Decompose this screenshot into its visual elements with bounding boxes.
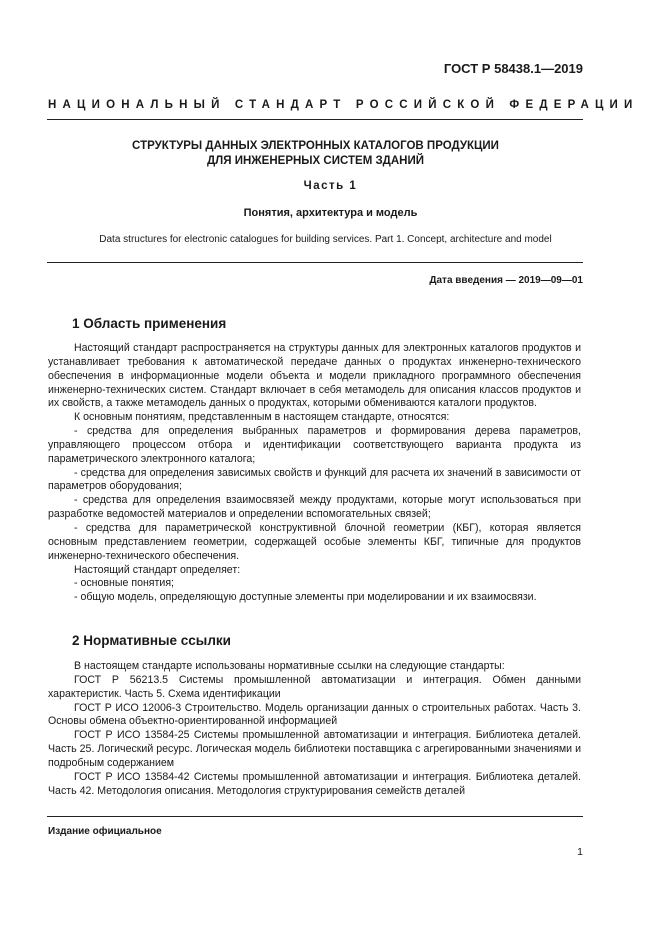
- list-item: - средства для определения взаимосвязей между продуктами, которые могут использоваться при разработке ведомостей материалов и определении вспомогательных связей;: [48, 494, 581, 521]
- reference-item: ГОСТ Р 56213.5 Системы промышленной автоматизации и интеграция. Обмен данными характеристик. Часть 5. Схема идентификации: [48, 673, 581, 700]
- footer-divider: [47, 816, 583, 817]
- reference-item: ГОСТ Р ИСО 12006-3 Строительство. Модель организации данных о строительных работах. Часть 3. Основы обмена объектно-ориентированной информацией: [48, 701, 581, 728]
- paragraph: Настоящий стандарт определяет:: [74, 563, 241, 576]
- list-item: - средства для параметрической конструктивной блочной геометрии (КБГ), которая является основным представлением геометрии, содержащей особые элементы КБГ, типичные для продуктов инженерно-технического обеспечения.: [48, 521, 581, 562]
- list-item: - средства для определения зависимых свойств и функций для расчета их значений в зависимости от параметров оборудования;: [48, 466, 581, 493]
- document-title-line2: ДЛЯ ИНЖЕНЕРНЫХ СИСТЕМ ЗДАНИЙ: [206, 155, 425, 167]
- section-2-heading: 2 Нормативные ссылки: [72, 633, 231, 648]
- top-divider: [47, 119, 583, 120]
- list-item: - основные понятия;: [74, 577, 174, 590]
- english-title: Data structures for electronic catalogues for building services. Part 1. Concept, architecture and model: [99, 234, 552, 245]
- document-title-line1: СТРУКТУРЫ ДАННЫХ ЭЛЕКТРОННЫХ КАТАЛОГОВ ПРОДУКЦИИ: [132, 140, 499, 152]
- official-edition-label: Издание официальное: [48, 826, 162, 837]
- paragraph: Настоящий стандарт распространяется на структуры данных для электронных каталогов продуктов и устанавливает требования к автоматической передаче данных о продуктах инженерно-технического обеспечения в информационные модели объекта и модели прикладного программного обеспечения инженерно-технических систем. Стандарт включает в себя метамодель для описания классов продуктов и их свойств, а также метамодель данных о продуктах, которыми обмениваются каталоги продуктов.: [48, 342, 581, 410]
- section-2-body: [48, 660, 581, 798]
- title-divider: [47, 262, 583, 263]
- paragraph: В настоящем стандарте использованы нормативные ссылки на следующие стандарты:: [74, 660, 505, 672]
- introduction-date: Дата введения — 2019—09—01: [429, 275, 583, 286]
- national-standard-banner: НАЦИОНАЛЬНЫЙ СТАНДАРТ РОССИЙСКОЙ ФЕДЕРАЦИИ: [48, 99, 639, 111]
- reference-item: ГОСТ Р ИСО 13584-25 Системы промышленной автоматизации и интеграция. Библиотека деталей. Часть 25. Логический ресурс. Логическая модель библиотеки поставщика с агрегированными значениями и подробным содержанием: [48, 729, 581, 769]
- document-subtitle: Понятия, архитектура и модель: [243, 207, 418, 219]
- standard-number: ГОСТ Р 58438.1—2019: [443, 61, 583, 76]
- section-1-body: [48, 342, 581, 605]
- page-number: 1: [577, 846, 583, 858]
- list-item: - общую модель, определяющую доступные элементы при моделировании и их взаимосвязи.: [74, 591, 537, 604]
- reference-item: ГОСТ Р ИСО 13584-42 Системы промышленной автоматизации и интеграция. Библиотека деталей. Часть 42. Методология описания. Методология структурирования семейств деталей: [48, 770, 581, 797]
- paragraph: К основным понятиям, представленным в настоящем стандарте, относятся:: [74, 411, 450, 424]
- list-item: - средства для определения выбранных параметров и формирования дерева параметров, управляющего процессом отбора и идентификации соответствующего варианта продукта из параметрического электронного каталога;: [48, 425, 581, 465]
- part-label: Часть 1: [303, 180, 358, 192]
- section-1-heading: 1 Область применения: [72, 316, 227, 331]
